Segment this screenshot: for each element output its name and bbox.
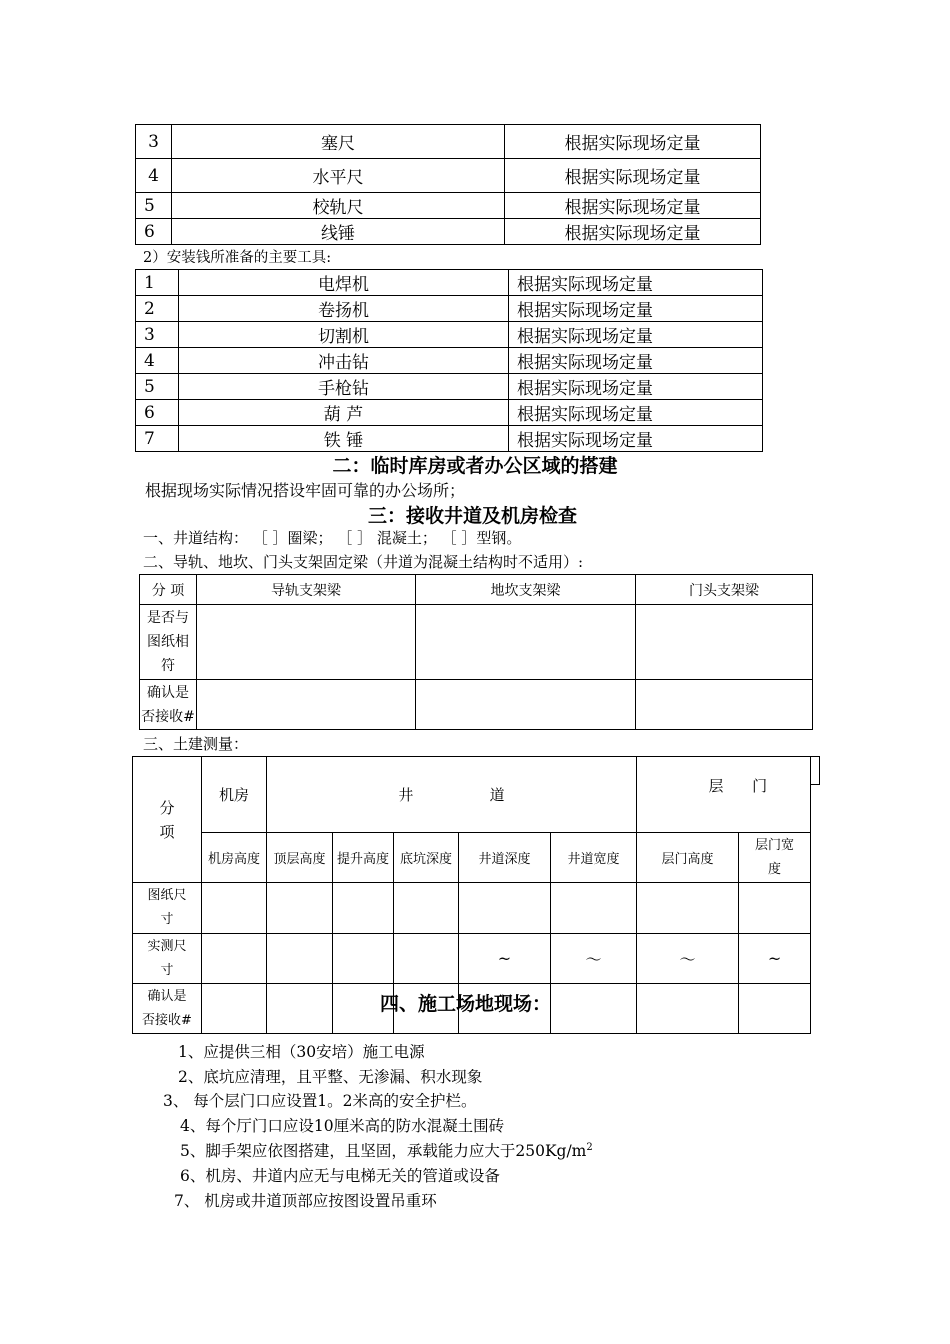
tool-quantity: 根据实际现场定量 [509,348,763,374]
table-header-row [133,833,811,883]
section-2-text: 根据现场实际情况搭设牢固可靠的办公场所； [145,481,466,500]
section-2-heading: 二：临时库房或者办公区域的搭建 [332,455,618,477]
tool-name: 塞尺 [172,125,505,159]
col-pit-depth: 底坑深度 [394,833,459,883]
row-number: 1 [136,270,179,296]
table-row [133,934,811,984]
table-row [140,680,813,730]
tool-quantity: 根据实际现场定量 [509,270,763,296]
beams-line: 二、导轨、地坎、门头支架固定梁（井道为混凝土结构时不适用）: [143,553,584,571]
row-number: 4 [136,348,179,374]
table-row [136,219,761,245]
cell[interactable] [551,984,637,1034]
tool-name: 电焊机 [179,270,509,296]
cell-door-head-beam-confirm[interactable] [636,680,813,730]
row-number: 5 [136,193,172,219]
cell[interactable] [202,934,267,984]
table-row [136,125,761,159]
row-number: 3 [136,125,172,159]
cell[interactable] [202,883,267,934]
col-machine-room-height: 机房高度 [202,833,267,883]
table-row [136,348,763,374]
cell[interactable] [333,934,394,984]
tools-caption: 2）安装钱所准备的主要工具: [143,250,332,266]
corner-header: 分 项 [133,757,202,883]
structure-line: 一、井道结构： ［ ］圈梁； ［ ］ 混凝土； ［ ］型钢。 [143,529,522,547]
cell-door-head-beam-match[interactable] [636,605,813,680]
tool-name: 铁 锤 [179,426,509,452]
tool-quantity: 根据实际现场定量 [505,159,761,193]
requirement-item: 4、每个厅门口应设10厘米高的防水混凝土围砖 [180,1117,505,1135]
cell[interactable] [637,984,739,1034]
beam-check-table [139,574,813,730]
requirement-item: 7、 机房或井道顶部应按图设置吊重环 [174,1192,437,1210]
table-row [136,400,763,426]
cell[interactable] [739,984,811,1034]
tool-name: 线锤 [172,219,505,245]
header-door-head-beam: 门头支架梁 [636,575,813,605]
table-row [136,193,761,219]
tools-table-1 [135,124,761,245]
cell-range-mark[interactable]: ～ [551,934,637,984]
cell[interactable] [333,883,394,934]
table-row [136,322,763,348]
cell[interactable] [267,883,333,934]
cell[interactable] [551,883,637,934]
cell-range-mark[interactable]: ~ [459,934,551,984]
requirement-item: 2、底坑应清理，且平整、无渗漏、积水现象 [178,1068,483,1086]
group-machine-room: 机房 [202,757,267,833]
row-number: 4 [136,159,172,193]
requirement-item: 6、机房、井道内应无与电梯无关的管道或设备 [180,1167,500,1185]
table-row [136,426,763,452]
tool-quantity: 根据实际现场定量 [509,400,763,426]
table-row [133,883,811,934]
cell-rail-beam-match[interactable] [197,605,416,680]
table-row [136,374,763,400]
tool-name: 水平尺 [172,159,505,193]
cell-range-mark[interactable]: ～ [637,934,739,984]
row-label-matches-drawing: 是否与 图纸相 符 [140,605,197,680]
cell[interactable] [459,883,551,934]
col-top-floor-height: 顶层高度 [267,833,333,883]
header-sill-beam: 地坎支架梁 [416,575,636,605]
tool-quantity: 根据实际现场定量 [509,374,763,400]
cell-sill-beam-confirm[interactable] [416,680,636,730]
table-row [136,270,763,296]
cell-range-mark[interactable]: ~ [739,934,811,984]
row-number: 6 [136,400,179,426]
tool-name: 葫 芦 [179,400,509,426]
cell[interactable] [202,984,267,1034]
header-item: 分 项 [140,575,197,605]
row-number: 5 [136,374,179,400]
cell[interactable] [739,883,811,934]
row-number: 6 [136,219,172,245]
cell[interactable] [267,984,333,1034]
cell-rail-beam-confirm[interactable] [197,680,416,730]
tool-name: 手枪钻 [179,374,509,400]
section-3-heading: 三：接收井道及机房检查 [368,505,578,527]
requirement-item: 5、脚手架应依图搭建，且坚固，承载能力应大于$250Kg/m^2$ [180,1141,593,1160]
cell[interactable] [394,934,459,984]
tool-name: 卷扬机 [179,296,509,322]
table-group-header-row [133,757,811,833]
tool-quantity: 根据实际现场定量 [509,296,763,322]
header-rail-beam: 导轨支架梁 [197,575,416,605]
tool-quantity: 根据实际现场定量 [509,426,763,452]
requirement-item: 1、应提供三相（30安培）施工电源 [178,1043,425,1061]
col-hoistway-width: 井道宽度 [551,833,637,883]
tools-table-2 [135,269,763,452]
row-label-confirm-accept: 确认是 否接收# [133,984,202,1034]
cell-sill-beam-match[interactable] [416,605,636,680]
cell[interactable] [637,883,739,934]
table-row [136,296,763,322]
civil-measure-line: 三、土建测量： [143,735,249,753]
tool-name: 冲击钻 [179,348,509,374]
group-landing-door: 层 门 [637,757,811,833]
row-number: 3 [136,322,179,348]
table-header-row [140,575,813,605]
tool-quantity: 根据实际现场定量 [505,193,761,219]
table-row [136,159,761,193]
col-hoistway-depth: 井道深度 [459,833,551,883]
col-door-height: 层门高度 [637,833,739,883]
tool-quantity: 根据实际现场定量 [505,125,761,159]
row-label-measured-size: 实测尺 寸 [133,934,202,984]
col-travel-height: 提升高度 [333,833,394,883]
cell[interactable] [267,934,333,984]
tool-quantity: 根据实际现场定量 [509,322,763,348]
col-door-width: 层门宽度 [739,833,811,883]
tool-name: 校轨尺 [172,193,505,219]
cell[interactable] [394,883,459,934]
tool-quantity: 根据实际现场定量 [505,219,761,245]
table-row [140,605,813,680]
row-label-drawing-size: 图纸尺 寸 [133,883,202,934]
requirement-item: 3、 每个层门口应设置1。2米高的安全护栏。 [163,1092,477,1110]
row-label-confirm-accept: 确认是 否接收# [140,680,197,730]
tool-name: 切割机 [179,322,509,348]
section-4-heading: 四、施工场地现场： [380,993,552,1015]
row-number: 2 [136,296,179,322]
row-number: 7 [136,426,179,452]
group-hoistway: 井 道 [267,757,637,833]
